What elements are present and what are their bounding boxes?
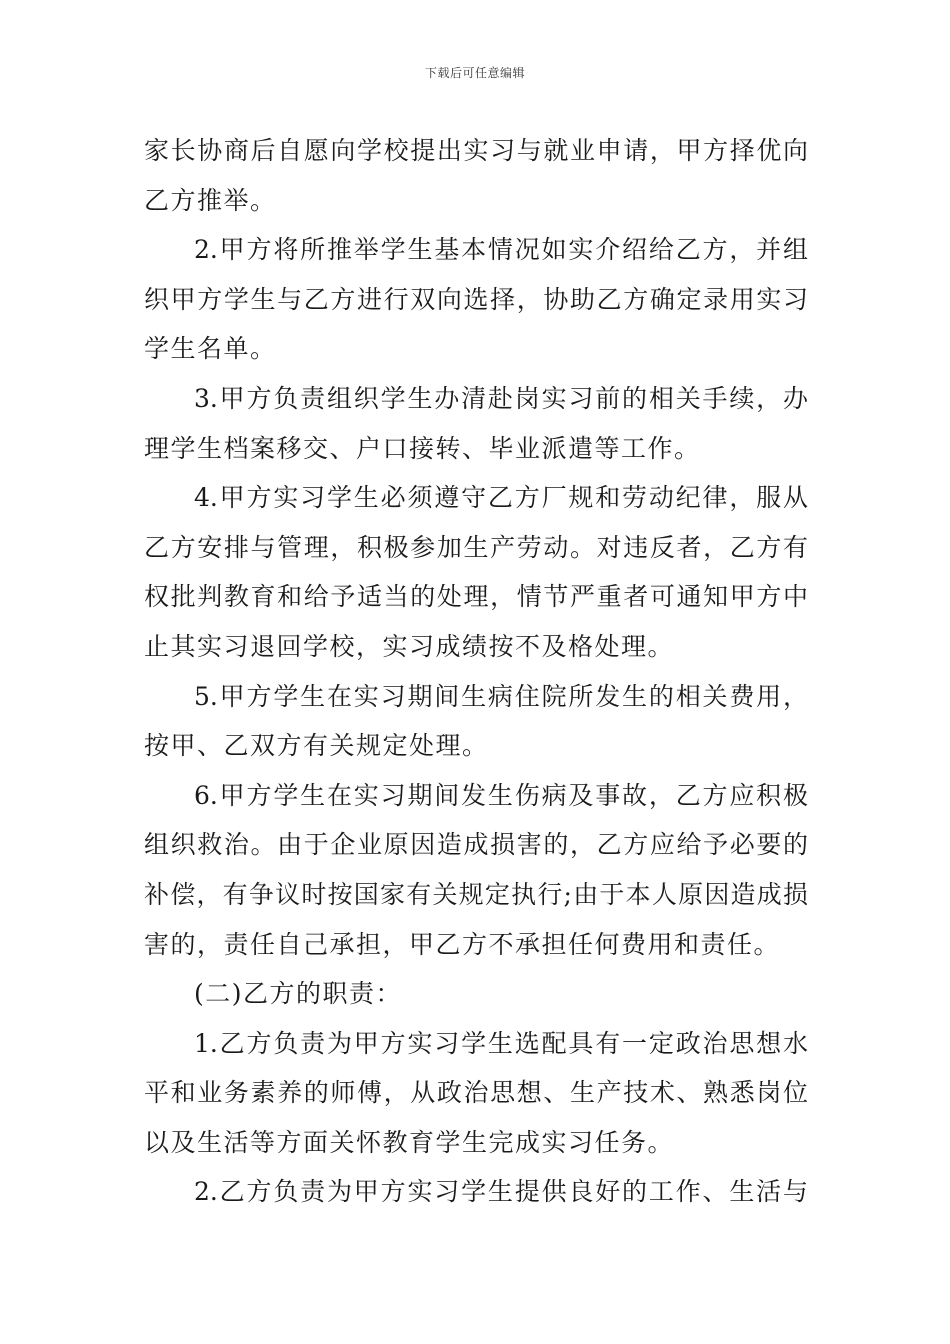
document-body [144, 126, 808, 1217]
text-line: 织甲方学生与乙方进行双向选择，协助乙方确定录用实习 [144, 284, 808, 314]
text-line: 学生名单。 [144, 334, 277, 364]
page-header-watermark: 下载后可任意编辑 [424, 66, 525, 80]
text-line: 1.乙方负责为甲方实习学生选配具有一定政治思想水 [194, 1028, 808, 1058]
text-line: 家长协商后自愿向学校提出实习与就业申请，甲方择优向 [144, 136, 808, 165]
text-line: 2.甲方将所推举学生基本情况如实介绍给乙方，并组 [194, 235, 808, 265]
text-line: 6.甲方学生在实习期间发生伤病及事故，乙方应积极 [194, 780, 808, 810]
text-line: 补偿，有争议时按国家有关规定执行;由于本人原因造成损 [144, 879, 808, 909]
text-line: 止其实习退回学校，实习成绩按不及格处理。 [144, 631, 675, 661]
text-line: 权批判教育和给予适当的处理，情节严重者可通知甲方中 [144, 582, 808, 612]
text-line: 乙方推举。 [144, 185, 277, 215]
text-line: 以及生活等方面关怀教育学生完成实习任务。 [144, 1127, 675, 1157]
text-line: 4.甲方实习学生必须遵守乙方厂规和劳动纪律，服从 [194, 483, 808, 513]
text-line: 理学生档案移交、户口接转、毕业派遣等工作。 [144, 433, 701, 463]
text-line: 5.甲方学生在实习期间生病住院所发生的相关费用， [194, 681, 808, 711]
text-line: 按甲、乙双方有关规定处理。 [144, 731, 489, 761]
text-line: 3.甲方负责组织学生办清赴岗实习前的相关手续，办 [194, 383, 808, 413]
text-line: 组织救治。由于企业原因造成损害的，乙方应给予必要的 [144, 830, 808, 860]
text-line: 害的，责任自己承担，甲乙方不承担任何费用和责任。 [144, 929, 781, 959]
text-line: 平和业务素养的师傅，从政治思想、生产技术、熟悉岗位 [144, 1078, 808, 1108]
text-line: (二)乙方的职责： [194, 979, 403, 1009]
text-line: 乙方安排与管理，积极参加生产劳动。对违反者，乙方有 [144, 532, 808, 562]
text-line: 2.乙方负责为甲方实习学生提供良好的工作、生活与 [194, 1177, 808, 1207]
